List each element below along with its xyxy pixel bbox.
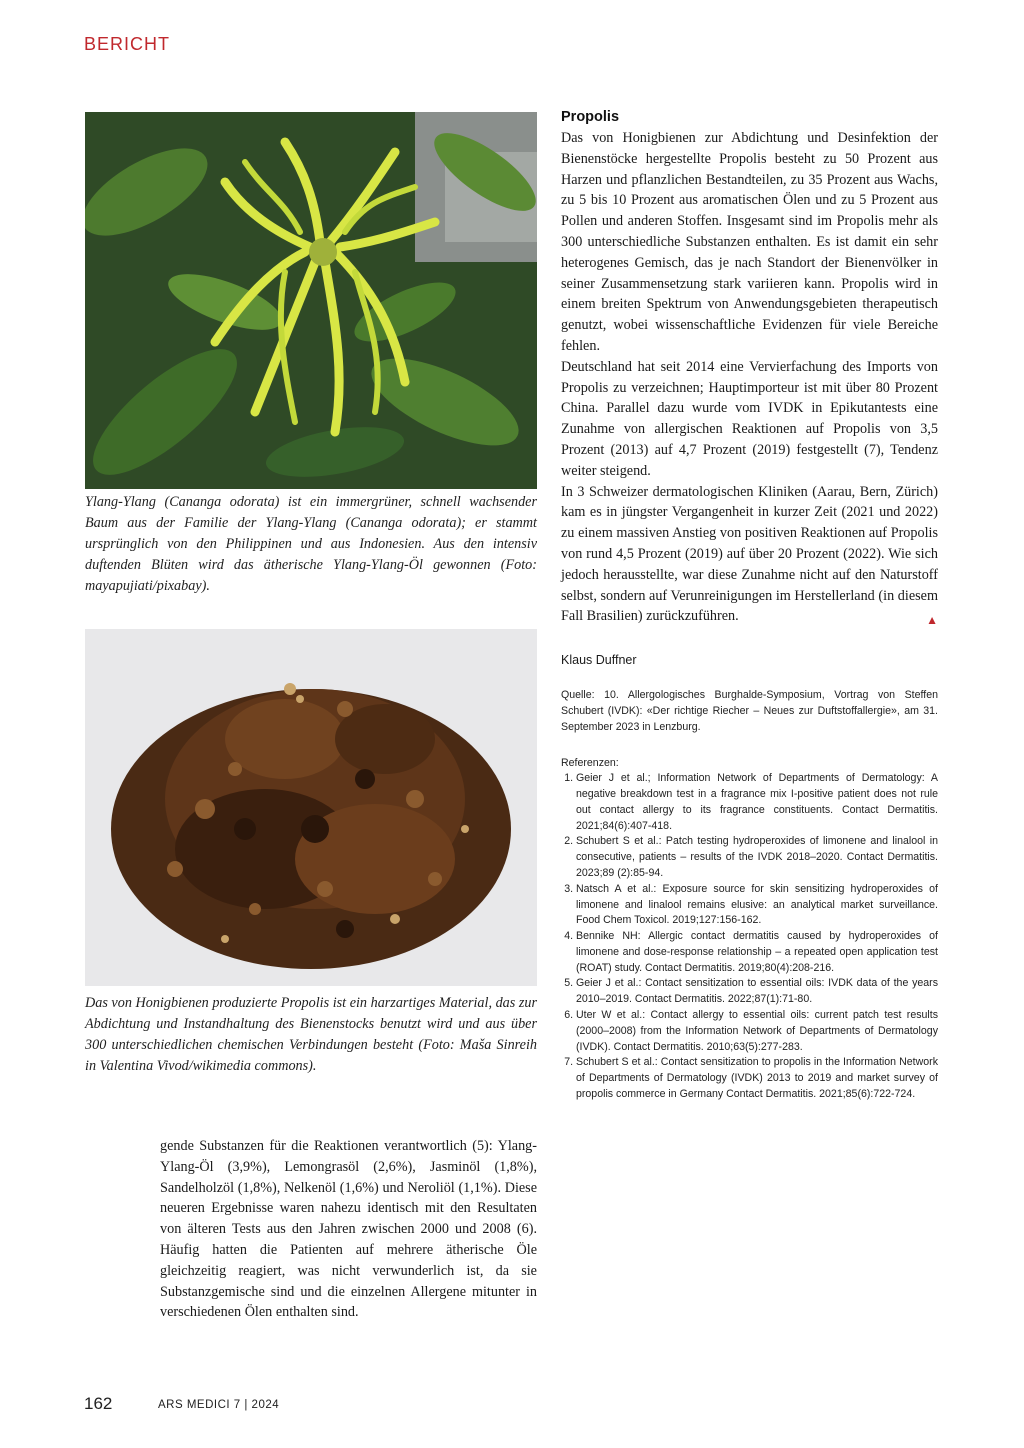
references-title: Referenzen: (561, 757, 619, 770)
body-paragraph (561, 482, 938, 628)
figure-caption-propolis: Das von Honigbienen produzierte Propolis ist ein harzartiges Material, das zur Abdichtung und Instandhaltung des Bienenstocks benutzt wird und aus über 300 unterschiedlichen chemischen Verbindungen besteht (Foto: Maša Sinreih in Valentina Vivod/wikimedia commons). (85, 995, 537, 1074)
reference-item: 2. Schubert S et al.: Patch testing hydroperoxides of limonene and linalool in consecutive, patients – results of the IVDK 2018–2020. Contact Dermatitis. 2023;89 (2):85-94. (576, 834, 938, 881)
journal-issue: ARS MEDICI 7 | 2024 (158, 1399, 280, 1411)
propolis-photo (85, 629, 537, 986)
figure-caption-ylang-ylang: Ylang-Ylang (Cananga odorata) ist ein immergrüner, schnell wachsender Baum aus der Familie der Ylang-Ylang (Cananga odorata); er stammt ursprünglich von den Philippinen und aus Indonesien. Aus den intensiv duftenden Blüten wird das ätherische Ylang-Ylang-Öl gewonnen (Foto: mayapujiati/pixabay). (85, 494, 537, 594)
reference-item: 3. Natsch A et al.: Exposure source for skin sensitizing hydroperoxides of limonene and linalool remains elusive: an analytical market surveillance. Food Chem Toxicol. 2019;127:156-162. (576, 882, 938, 929)
reference-item: 5. Geier J et al.: Contact sensitization to essential oils: IVDK data of the years 2010–2019. Contact Dermatitis. 2022;87(1):71-80. (576, 976, 938, 1008)
page-number: 162 (84, 1394, 113, 1413)
right-column (561, 109, 938, 1103)
body-paragraph: Deutschland hat seit 2014 eine Vervierfachung des Imports von Propolis zu verzeichnen; Hauptimporteur ist mit über 80 Prozent China. Parallel dazu wurde vom IVDK in Epikutantests eine Zunahme von allergischen Reaktionen auf Propolis von 3,5 Prozent (2013) auf 4,7 Prozent (2019) festgestellt (7), Tendenz weiter steigend. (561, 358, 938, 479)
section-label: BERICHT (84, 34, 171, 54)
left-column-text (160, 1136, 537, 1323)
body-paragraph: gende Substanzen für die Reaktionen verantwortlich (5): Ylang-Ylang-Öl (3,9%), Lemongrasöl (2,6%), Jasminöl (1,8%), Sandelholzöl (1,8%), Nelkenöl (1,6%) und Neroliöl (1,1%). Diese neueren Ergebnisse waren nahezu identisch mit den Resultaten von älteren Tests aus den Jahren zwischen 2000 und 2008 (6). Häufig hatten die Patienten auf mehrere ätherische Öle gleichzeitig reagiert, was nicht verwunderlich ist, da sie Substanzgemische sind und die einzelnen Allergene mitunter in verschiedenen Ölen enthalten sind. (160, 1138, 537, 1321)
reference-item: 7. Schubert S et al.: Contact sensitization to propolis in the Information Network of Departments of Dermatology (IVDK) 2013 to 2019 and market survey of propolis commerce in Germany Contact Dermatitis. 2021;85(6):722-724. (576, 1055, 938, 1102)
body-paragraph-text: In 3 Schweizer dermatologischen Kliniken (Aarau, Bern, Zürich) kam es in jüngster Vergangenheit in kurzer Zeit (2021 und 2022) zu einem massiven Anstieg von positiven Reaktionen auf Propolis von rund 4,5 Prozent (2019) auf über 20 Prozent (2022). Wie sich jedoch herausstellte, war diese Zunahme nicht auf den Naturstoff selbst, sondern auf Verunreinigungen im Herstellerland (in diesem Fall Brasilien) zurückzuführen. (561, 483, 938, 625)
source-note: Quelle: 10. Allergologisches Burghalde-Symposium, Vortrag von Steffen Schubert (IVDK): «Der richtige Riecher – Neues zur Duftstoffallergie», am 31. September 2023 in Lenzburg. (561, 689, 938, 734)
body-paragraph: Das von Honigbienen zur Abdichtung und Desinfektion der Bienenstöcke hergestellte Propolis besteht zu 50 Prozent aus Harzen und pflanzlichen Bestandteilen, zu 35 Prozent aus Wachs, zu 5 bis 10 Prozent aus aromatischen Ölen und zu 5 Prozent aus Pollen und anderen Stoffen. Insgesamt sind im Propolis mehr als 300 unterschiedliche Substanzen enthalten. Es ist damit ein sehr heterogenes Gemisch, das je nach Standort der Bienenvölker in seiner Zusammensetzung stark variieren kann. Propolis wird in einem breiten Spektrum von Anwendungsgebieten therapeutisch genutzt, wobei wissenschaftliche Evidenzen für viele Bereiche fehlen. (561, 130, 938, 354)
reference-item: 6. Uter W et al.: Contact allergy to essential oils: current patch test results (2000–2008) from the Information Network of Departments of Dermatology (IVDK). Contact Dermatitis. 2010;63(5):277-283. (576, 1008, 938, 1055)
references-list (561, 771, 938, 1103)
section-heading-propolis: Propolis (561, 109, 620, 125)
article-end-triangle-icon: ▲ (926, 613, 938, 628)
reference-item: 1. Geier J et al.; Information Network of Departments of Dermatology: A negative breakdown test in a fragrance mix I-positive patient does not rule out contact allergy to its fragrance constituents. Contact Dermatitis. 2021;84(6):407-418. (576, 771, 938, 834)
reference-item: 4. Bennike NH: Allergic contact dermatitis caused by hydroperoxides of limonene and dose-response relationship – a repeated open application test (ROAT) study. Contact Dermatitis. 2019;80(4):208-216. (576, 929, 938, 976)
author-name: Klaus Duffner (561, 653, 637, 668)
ylang-ylang-photo (85, 112, 537, 489)
